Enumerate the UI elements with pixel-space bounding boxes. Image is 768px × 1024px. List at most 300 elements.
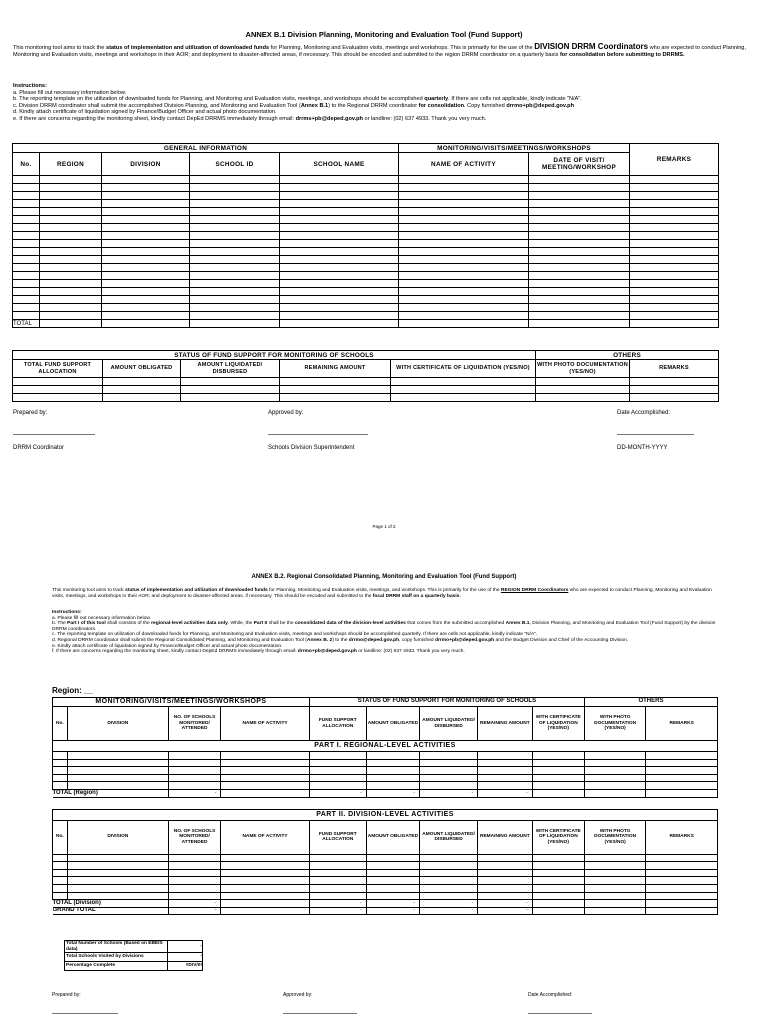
table-cell[interactable] <box>584 782 645 790</box>
table-cell[interactable] <box>529 248 630 256</box>
table-cell[interactable] <box>536 386 630 394</box>
table-cell[interactable] <box>190 264 280 272</box>
table-cell[interactable] <box>420 877 478 885</box>
table-cell[interactable] <box>536 378 630 386</box>
table-cell[interactable] <box>478 752 533 760</box>
table-cell[interactable] <box>53 884 68 892</box>
table-cell[interactable] <box>221 892 310 900</box>
table-cell[interactable] <box>309 892 366 900</box>
table-cell[interactable] <box>13 378 103 386</box>
table-cell[interactable] <box>102 288 190 296</box>
table-cell[interactable] <box>13 192 40 200</box>
table-cell[interactable] <box>630 232 719 240</box>
table-cell[interactable] <box>529 176 630 184</box>
table-cell[interactable] <box>190 216 280 224</box>
table-cell[interactable] <box>67 782 168 790</box>
table-cell[interactable] <box>13 184 40 192</box>
table-cell[interactable] <box>13 312 40 320</box>
table-cell[interactable] <box>280 216 399 224</box>
table-cell[interactable] <box>13 304 40 312</box>
table-cell[interactable] <box>630 304 719 312</box>
table-cell[interactable] <box>40 272 102 280</box>
table-cell[interactable] <box>584 854 645 862</box>
table-cell[interactable] <box>102 208 190 216</box>
table-cell[interactable] <box>190 280 280 288</box>
table-cell[interactable] <box>13 200 40 208</box>
table-cell[interactable] <box>420 759 478 767</box>
table-cell[interactable] <box>53 869 68 877</box>
table-cell[interactable] <box>67 892 168 900</box>
table-cell[interactable] <box>13 256 40 264</box>
table-cell[interactable] <box>646 869 718 877</box>
table-cell[interactable] <box>168 892 220 900</box>
table-cell[interactable] <box>53 752 68 760</box>
table-cell[interactable] <box>399 208 529 216</box>
table-cell[interactable] <box>584 767 645 775</box>
table-cell[interactable] <box>309 767 366 775</box>
table-cell[interactable] <box>532 752 584 760</box>
table-cell[interactable] <box>399 296 529 304</box>
table-cell[interactable] <box>221 759 310 767</box>
table-cell[interactable] <box>53 774 68 782</box>
table-cell[interactable] <box>67 774 168 782</box>
table-cell[interactable] <box>13 248 40 256</box>
table-cell[interactable] <box>478 774 533 782</box>
table-cell[interactable] <box>102 256 190 264</box>
table-cell[interactable] <box>168 862 220 870</box>
table-cell[interactable] <box>280 256 399 264</box>
table-cell[interactable] <box>420 869 478 877</box>
table-cell[interactable] <box>399 200 529 208</box>
table-cell[interactable] <box>102 312 190 320</box>
table-cell[interactable] <box>529 192 630 200</box>
table-cell[interactable] <box>366 767 419 775</box>
table-cell[interactable] <box>478 862 533 870</box>
table-cell[interactable] <box>168 767 220 775</box>
table-cell[interactable] <box>478 759 533 767</box>
table-cell[interactable] <box>532 869 584 877</box>
table-cell[interactable] <box>536 394 630 402</box>
table-cell[interactable] <box>190 248 280 256</box>
table-cell[interactable] <box>529 264 630 272</box>
table-cell[interactable] <box>40 264 102 272</box>
table-cell[interactable] <box>630 394 719 402</box>
table-cell[interactable] <box>399 184 529 192</box>
table-cell[interactable] <box>646 884 718 892</box>
table-cell[interactable] <box>280 378 391 386</box>
table-cell[interactable] <box>309 759 366 767</box>
table-cell[interactable] <box>280 264 399 272</box>
table-cell[interactable] <box>103 378 181 386</box>
table-cell[interactable] <box>280 248 399 256</box>
table-cell[interactable] <box>40 224 102 232</box>
table-cell[interactable] <box>190 208 280 216</box>
table-cell[interactable] <box>420 782 478 790</box>
table-cell[interactable] <box>280 386 391 394</box>
table-cell[interactable] <box>53 782 68 790</box>
table-cell[interactable] <box>280 296 399 304</box>
table-cell[interactable] <box>630 386 719 394</box>
table-cell[interactable] <box>309 877 366 885</box>
table-cell[interactable] <box>529 312 630 320</box>
table-cell[interactable] <box>102 240 190 248</box>
table-cell[interactable] <box>630 272 719 280</box>
table-cell[interactable] <box>584 877 645 885</box>
p2-approved-signature-line[interactable] <box>283 1013 357 1014</box>
table-cell[interactable] <box>630 280 719 288</box>
table-cell[interactable] <box>399 304 529 312</box>
table-cell[interactable] <box>366 782 419 790</box>
table-cell[interactable] <box>280 288 399 296</box>
table-cell[interactable] <box>280 304 399 312</box>
table-cell[interactable] <box>399 176 529 184</box>
table-cell[interactable] <box>478 782 533 790</box>
table-cell[interactable] <box>630 208 719 216</box>
table-cell[interactable] <box>280 192 399 200</box>
table-cell[interactable] <box>366 884 419 892</box>
table-cell[interactable] <box>102 232 190 240</box>
table-cell[interactable] <box>102 184 190 192</box>
table-cell[interactable] <box>532 774 584 782</box>
table-cell[interactable] <box>190 320 280 328</box>
table-cell[interactable] <box>630 184 719 192</box>
table-cell[interactable] <box>420 884 478 892</box>
table-cell[interactable] <box>190 312 280 320</box>
table-cell[interactable] <box>221 767 310 775</box>
table-cell[interactable] <box>190 256 280 264</box>
table-cell[interactable] <box>630 296 719 304</box>
table-cell[interactable] <box>366 892 419 900</box>
table-cell[interactable] <box>102 216 190 224</box>
table-cell[interactable] <box>102 176 190 184</box>
table-cell[interactable] <box>168 782 220 790</box>
table-cell[interactable] <box>13 232 40 240</box>
table-cell[interactable] <box>630 240 719 248</box>
table-cell[interactable] <box>391 386 536 394</box>
table-cell[interactable] <box>221 869 310 877</box>
table-cell[interactable] <box>190 296 280 304</box>
table-cell[interactable] <box>366 752 419 760</box>
table-cell[interactable] <box>40 176 102 184</box>
table-cell[interactable] <box>399 280 529 288</box>
table-cell[interactable] <box>280 280 399 288</box>
table-cell[interactable] <box>478 869 533 877</box>
table-cell[interactable] <box>630 378 719 386</box>
table-cell[interactable] <box>40 216 102 224</box>
table-cell[interactable] <box>221 774 310 782</box>
table-cell[interactable] <box>399 224 529 232</box>
table-cell[interactable] <box>529 256 630 264</box>
table-cell[interactable] <box>529 208 630 216</box>
table-cell[interactable] <box>584 884 645 892</box>
table-cell[interactable] <box>190 288 280 296</box>
table-cell[interactable] <box>190 304 280 312</box>
table-cell[interactable] <box>646 862 718 870</box>
table-cell[interactable] <box>40 304 102 312</box>
table-cell[interactable] <box>53 759 68 767</box>
table-cell[interactable] <box>13 296 40 304</box>
table-cell[interactable] <box>584 869 645 877</box>
table-cell[interactable] <box>532 877 584 885</box>
table-cell[interactable] <box>67 884 168 892</box>
table-cell[interactable] <box>190 224 280 232</box>
table-cell[interactable] <box>67 752 168 760</box>
table-cell[interactable] <box>280 184 399 192</box>
table-cell[interactable] <box>478 884 533 892</box>
table-cell[interactable] <box>532 862 584 870</box>
table-cell[interactable] <box>529 288 630 296</box>
table-cell[interactable] <box>584 862 645 870</box>
table-cell[interactable] <box>309 869 366 877</box>
table-cell[interactable] <box>478 767 533 775</box>
table-cell[interactable] <box>67 869 168 877</box>
table-cell[interactable] <box>221 752 310 760</box>
table-cell[interactable] <box>630 288 719 296</box>
table-cell[interactable] <box>221 782 310 790</box>
table-cell[interactable] <box>13 224 40 232</box>
table-cell[interactable] <box>529 320 630 328</box>
table-cell[interactable] <box>309 862 366 870</box>
table-cell[interactable] <box>532 767 584 775</box>
table-cell[interactable] <box>103 394 181 402</box>
table-cell[interactable] <box>280 176 399 184</box>
table-cell[interactable] <box>366 774 419 782</box>
table-cell[interactable] <box>40 256 102 264</box>
table-cell[interactable] <box>646 782 718 790</box>
table-cell[interactable] <box>190 184 280 192</box>
table-cell[interactable] <box>13 394 103 402</box>
table-cell[interactable] <box>366 877 419 885</box>
table-cell[interactable] <box>309 774 366 782</box>
table-cell[interactable] <box>529 272 630 280</box>
table-cell[interactable] <box>40 232 102 240</box>
table-cell[interactable] <box>399 256 529 264</box>
table-cell[interactable] <box>420 752 478 760</box>
table-cell[interactable] <box>168 752 220 760</box>
table-cell[interactable] <box>532 759 584 767</box>
table-cell[interactable] <box>399 264 529 272</box>
table-cell[interactable] <box>67 877 168 885</box>
table-cell[interactable] <box>646 759 718 767</box>
table-cell[interactable] <box>13 272 40 280</box>
table-cell[interactable] <box>221 854 310 862</box>
table-cell[interactable] <box>366 862 419 870</box>
table-cell[interactable] <box>646 752 718 760</box>
table-cell[interactable] <box>391 394 536 402</box>
table-cell[interactable] <box>40 288 102 296</box>
table-cell[interactable] <box>13 264 40 272</box>
table-cell[interactable] <box>478 854 533 862</box>
table-cell[interactable] <box>646 767 718 775</box>
table-cell[interactable] <box>40 248 102 256</box>
table-cell[interactable] <box>532 884 584 892</box>
table-cell[interactable] <box>53 767 68 775</box>
table-cell[interactable] <box>309 884 366 892</box>
table-cell[interactable] <box>40 184 102 192</box>
table-cell[interactable] <box>168 774 220 782</box>
table-cell[interactable] <box>529 224 630 232</box>
table-cell[interactable] <box>280 208 399 216</box>
table-cell[interactable] <box>53 854 68 862</box>
table-cell[interactable] <box>280 224 399 232</box>
table-cell[interactable] <box>630 176 719 184</box>
table-cell[interactable] <box>529 216 630 224</box>
table-cell[interactable] <box>67 767 168 775</box>
table-cell[interactable] <box>190 176 280 184</box>
table-cell[interactable] <box>221 877 310 885</box>
table-cell[interactable] <box>309 752 366 760</box>
table-cell[interactable] <box>366 759 419 767</box>
table-cell[interactable] <box>309 854 366 862</box>
table-cell[interactable] <box>40 192 102 200</box>
table-cell[interactable] <box>532 854 584 862</box>
table-cell[interactable] <box>40 240 102 248</box>
table-cell[interactable] <box>190 200 280 208</box>
table-cell[interactable] <box>13 240 40 248</box>
table-cell[interactable] <box>102 280 190 288</box>
table-cell[interactable] <box>190 240 280 248</box>
table-cell[interactable] <box>102 272 190 280</box>
table-cell[interactable] <box>280 394 391 402</box>
p2-prepared-signature-line[interactable] <box>52 1013 118 1014</box>
table-cell[interactable] <box>630 256 719 264</box>
table-cell[interactable] <box>40 320 102 328</box>
table-cell[interactable] <box>67 854 168 862</box>
table-cell[interactable] <box>102 296 190 304</box>
table-cell[interactable] <box>53 877 68 885</box>
table-cell[interactable] <box>181 394 280 402</box>
table-cell[interactable] <box>478 892 533 900</box>
table-cell[interactable] <box>532 782 584 790</box>
table-cell[interactable] <box>309 782 366 790</box>
table-cell[interactable] <box>420 862 478 870</box>
table-cell[interactable] <box>40 296 102 304</box>
table-cell[interactable] <box>532 892 584 900</box>
table-cell[interactable] <box>630 320 719 328</box>
table-cell[interactable] <box>190 272 280 280</box>
table-cell[interactable] <box>168 759 220 767</box>
table-cell[interactable] <box>529 280 630 288</box>
table-cell[interactable] <box>399 288 529 296</box>
table-cell[interactable] <box>13 386 103 394</box>
table-cell[interactable] <box>168 854 220 862</box>
table-cell[interactable] <box>646 774 718 782</box>
table-cell[interactable] <box>529 296 630 304</box>
table-cell[interactable] <box>168 877 220 885</box>
table-cell[interactable] <box>102 192 190 200</box>
table-cell[interactable] <box>280 232 399 240</box>
table-cell[interactable] <box>630 248 719 256</box>
table-cell[interactable] <box>168 884 220 892</box>
table-cell[interactable] <box>584 759 645 767</box>
table-cell[interactable] <box>478 877 533 885</box>
table-cell[interactable] <box>280 312 399 320</box>
table-cell[interactable] <box>646 854 718 862</box>
table-cell[interactable] <box>584 752 645 760</box>
table-cell[interactable] <box>529 240 630 248</box>
table-cell[interactable] <box>399 216 529 224</box>
table-cell[interactable] <box>102 320 190 328</box>
table-cell[interactable] <box>529 184 630 192</box>
p2-date-line[interactable] <box>528 1013 592 1014</box>
table-cell[interactable] <box>221 862 310 870</box>
table-cell[interactable] <box>13 216 40 224</box>
table-cell[interactable] <box>280 240 399 248</box>
table-cell[interactable] <box>40 208 102 216</box>
table-cell[interactable] <box>420 774 478 782</box>
table-cell[interactable] <box>420 767 478 775</box>
table-cell[interactable] <box>102 304 190 312</box>
table-cell[interactable] <box>630 200 719 208</box>
table-cell[interactable] <box>13 176 40 184</box>
table-cell[interactable] <box>529 200 630 208</box>
table-cell[interactable] <box>190 192 280 200</box>
table-cell[interactable] <box>53 892 68 900</box>
table-cell[interactable] <box>366 854 419 862</box>
table-cell[interactable] <box>280 272 399 280</box>
table-cell[interactable] <box>40 200 102 208</box>
approved-signature-line[interactable] <box>268 434 368 435</box>
table-cell[interactable] <box>102 248 190 256</box>
date-line[interactable] <box>617 434 694 435</box>
table-cell[interactable] <box>529 232 630 240</box>
table-cell[interactable] <box>102 224 190 232</box>
table-cell[interactable] <box>399 320 529 328</box>
table-cell[interactable] <box>420 892 478 900</box>
table-cell[interactable] <box>366 869 419 877</box>
table-cell[interactable] <box>630 312 719 320</box>
table-cell[interactable] <box>529 304 630 312</box>
table-cell[interactable] <box>630 216 719 224</box>
table-cell[interactable] <box>399 248 529 256</box>
table-cell[interactable] <box>399 232 529 240</box>
table-cell[interactable] <box>181 378 280 386</box>
table-cell[interactable] <box>420 854 478 862</box>
table-cell[interactable] <box>280 320 399 328</box>
table-cell[interactable] <box>280 200 399 208</box>
table-cell[interactable] <box>399 272 529 280</box>
table-cell[interactable] <box>646 892 718 900</box>
table-cell[interactable] <box>13 208 40 216</box>
table-cell[interactable] <box>168 869 220 877</box>
table-cell[interactable] <box>53 862 68 870</box>
table-cell[interactable] <box>103 386 181 394</box>
table-cell[interactable] <box>399 192 529 200</box>
table-cell[interactable] <box>646 877 718 885</box>
table-cell[interactable] <box>40 312 102 320</box>
table-cell[interactable] <box>391 378 536 386</box>
region-label[interactable]: Region: __ <box>52 686 93 695</box>
table-cell[interactable] <box>630 264 719 272</box>
table-cell[interactable] <box>630 192 719 200</box>
table-cell[interactable] <box>102 200 190 208</box>
table-cell[interactable] <box>399 240 529 248</box>
table-cell[interactable] <box>67 759 168 767</box>
table-cell[interactable] <box>13 280 40 288</box>
table-cell[interactable] <box>40 280 102 288</box>
table-cell[interactable] <box>13 288 40 296</box>
table-cell[interactable] <box>584 892 645 900</box>
table-cell[interactable] <box>221 884 310 892</box>
table-cell[interactable] <box>584 774 645 782</box>
prepared-signature-line[interactable] <box>13 434 95 435</box>
table-cell[interactable] <box>102 264 190 272</box>
table-cell[interactable] <box>181 386 280 394</box>
table-cell[interactable] <box>67 862 168 870</box>
table-cell[interactable] <box>399 312 529 320</box>
table-cell[interactable] <box>630 224 719 232</box>
table-cell[interactable] <box>190 232 280 240</box>
